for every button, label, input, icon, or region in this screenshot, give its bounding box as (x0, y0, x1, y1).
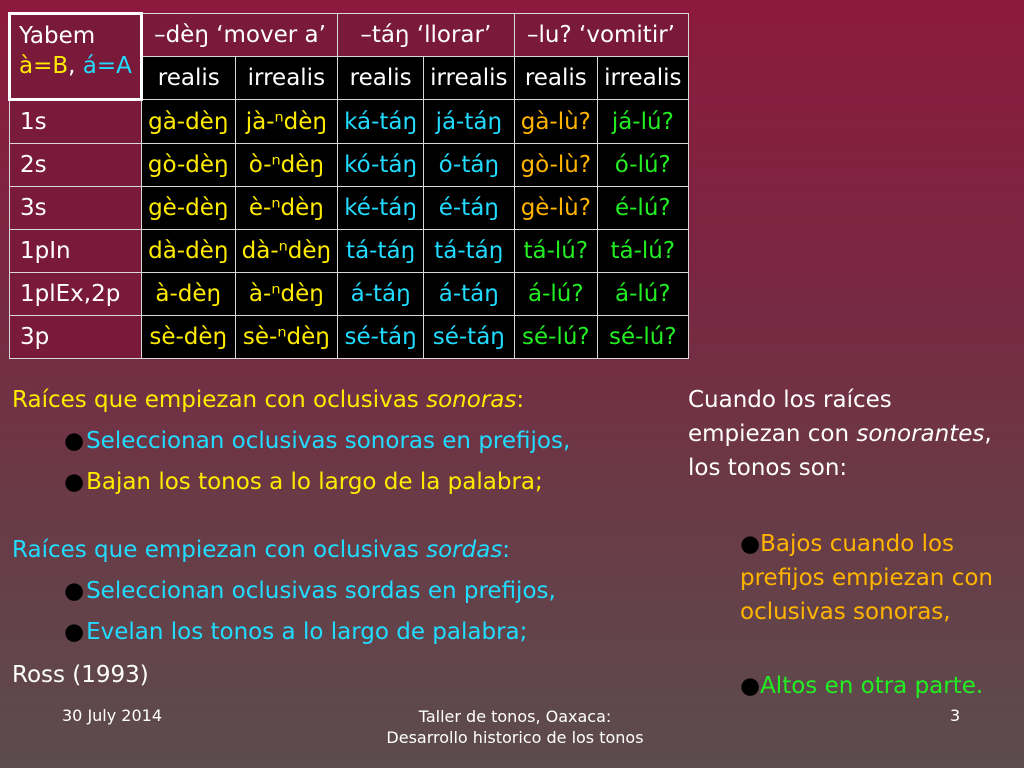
table-cell: á-táŋ (424, 273, 514, 316)
group-header-deng: –dèŋ ‘mover a’ (141, 14, 337, 57)
table-cell: sé-lú? (514, 316, 598, 359)
legend-b: à=B (19, 53, 69, 79)
table-cell: sé-lú? (598, 316, 688, 359)
table-cell: já-táŋ (424, 100, 514, 144)
table-cell: dà-ⁿdèŋ (235, 230, 337, 273)
table-cell: gò-dèŋ (141, 144, 235, 187)
table-cell: ò-ⁿdèŋ (235, 144, 337, 187)
table-cell: á-táŋ (338, 273, 424, 316)
subheader-realis: realis (141, 57, 235, 100)
table-cell: ké-táŋ (338, 187, 424, 230)
table-cell: gè-dèŋ (141, 187, 235, 230)
table-cell: á-lú? (598, 273, 688, 316)
footer-title: Taller de tonos, Oaxaca: Desarrollo historico de los tonos (386, 707, 644, 747)
group-header-tang: –táŋ ‘llorar’ (338, 14, 514, 57)
subheader-irrealis: irrealis (235, 57, 337, 100)
table-cell: já-lú? (598, 100, 688, 144)
table-row (10, 316, 689, 359)
subheader-realis: realis (338, 57, 424, 100)
table-cell: á-lú? (514, 273, 598, 316)
row-label: 2s (10, 144, 142, 187)
voiceless-bullet-1: ● Seleccionan oclusivas sordas en prefijos, (64, 574, 556, 608)
voiced-bullet-1: ● Seleccionan oclusivas sonoras en prefijos, (64, 424, 570, 458)
group-header-lu: –lu? ‘vomitir’ (514, 14, 688, 57)
table-cell: jà-ⁿdèŋ (235, 100, 337, 144)
table-cell: tá-lú? (514, 230, 598, 273)
slide-number: 3 (950, 706, 961, 725)
row-label: 1pIn (10, 230, 142, 273)
citation: Ross (1993) (12, 662, 149, 688)
table-row (10, 187, 689, 230)
subheader-realis: realis (514, 57, 598, 100)
table-cell: sé-táŋ (424, 316, 514, 359)
voiceless-heading: Raíces que empiezan con oclusivas sordas: (12, 537, 511, 563)
table-cell: tá-táŋ (424, 230, 514, 273)
subheader-irrealis: irrealis (424, 57, 514, 100)
table-row (10, 273, 689, 316)
sonorant-bullet-1: ●Bajos cuando los prefijos empiezan con oclusivas sonoras, (740, 531, 993, 625)
table-cell: sé-táŋ (338, 316, 424, 359)
table-corner-legend: Yabem à=B, á=A (10, 14, 142, 100)
table-cell: à-ⁿdèŋ (235, 273, 337, 316)
table-cell: à-dèŋ (141, 273, 235, 316)
table-cell: è-ⁿdèŋ (235, 187, 337, 230)
row-label: 1s (10, 100, 142, 144)
paradigm-table (8, 12, 689, 359)
row-label: 1plEx,2p (10, 273, 142, 316)
sonorant-intro: Cuando los raíces empiezan con sonorantes, los tonos son: (688, 387, 992, 481)
bullet-icon: ● (740, 673, 761, 699)
bullet-icon: ● (740, 531, 761, 557)
table-cell: ó-táŋ (424, 144, 514, 187)
table-cell: kó-táŋ (338, 144, 424, 187)
table-cell: tá-táŋ (338, 230, 424, 273)
row-label: 3p (10, 316, 142, 359)
language-name: Yabem (19, 23, 96, 49)
table-cell: gè-lù? (514, 187, 598, 230)
table-cell: é-lú? (598, 187, 688, 230)
table-cell: sè-ⁿdèŋ (235, 316, 337, 359)
voiced-heading: Raíces que empiezan con oclusivas sonoras: (12, 387, 525, 413)
footer-date: 30 July 2014 (62, 706, 163, 725)
voiceless-bullet-2: ● Evelan los tonos a lo largo de palabra; (64, 615, 527, 649)
subheader-irrealis: irrealis (598, 57, 688, 100)
table-cell: ó-lú? (598, 144, 688, 187)
table-cell: sè-dèŋ (141, 316, 235, 359)
table-cell: tá-lú? (598, 230, 688, 273)
table-row (10, 230, 689, 273)
voiced-bullet-2: ● Bajan los tonos a lo largo de la palabra; (64, 465, 543, 499)
table-cell: dà-dèŋ (141, 230, 235, 273)
table-cell: gò-lù? (514, 144, 598, 187)
table-cell: ká-táŋ (338, 100, 424, 144)
legend-a: á=A (82, 53, 132, 79)
row-label: 3s (10, 187, 142, 230)
table-cell: é-táŋ (424, 187, 514, 230)
sonorant-bullet-2: ●Altos en otra parte. (740, 673, 984, 699)
table-row (10, 144, 689, 187)
table-row (10, 100, 689, 144)
table-cell: gà-lù? (514, 100, 598, 144)
table-cell: gà-dèŋ (141, 100, 235, 144)
